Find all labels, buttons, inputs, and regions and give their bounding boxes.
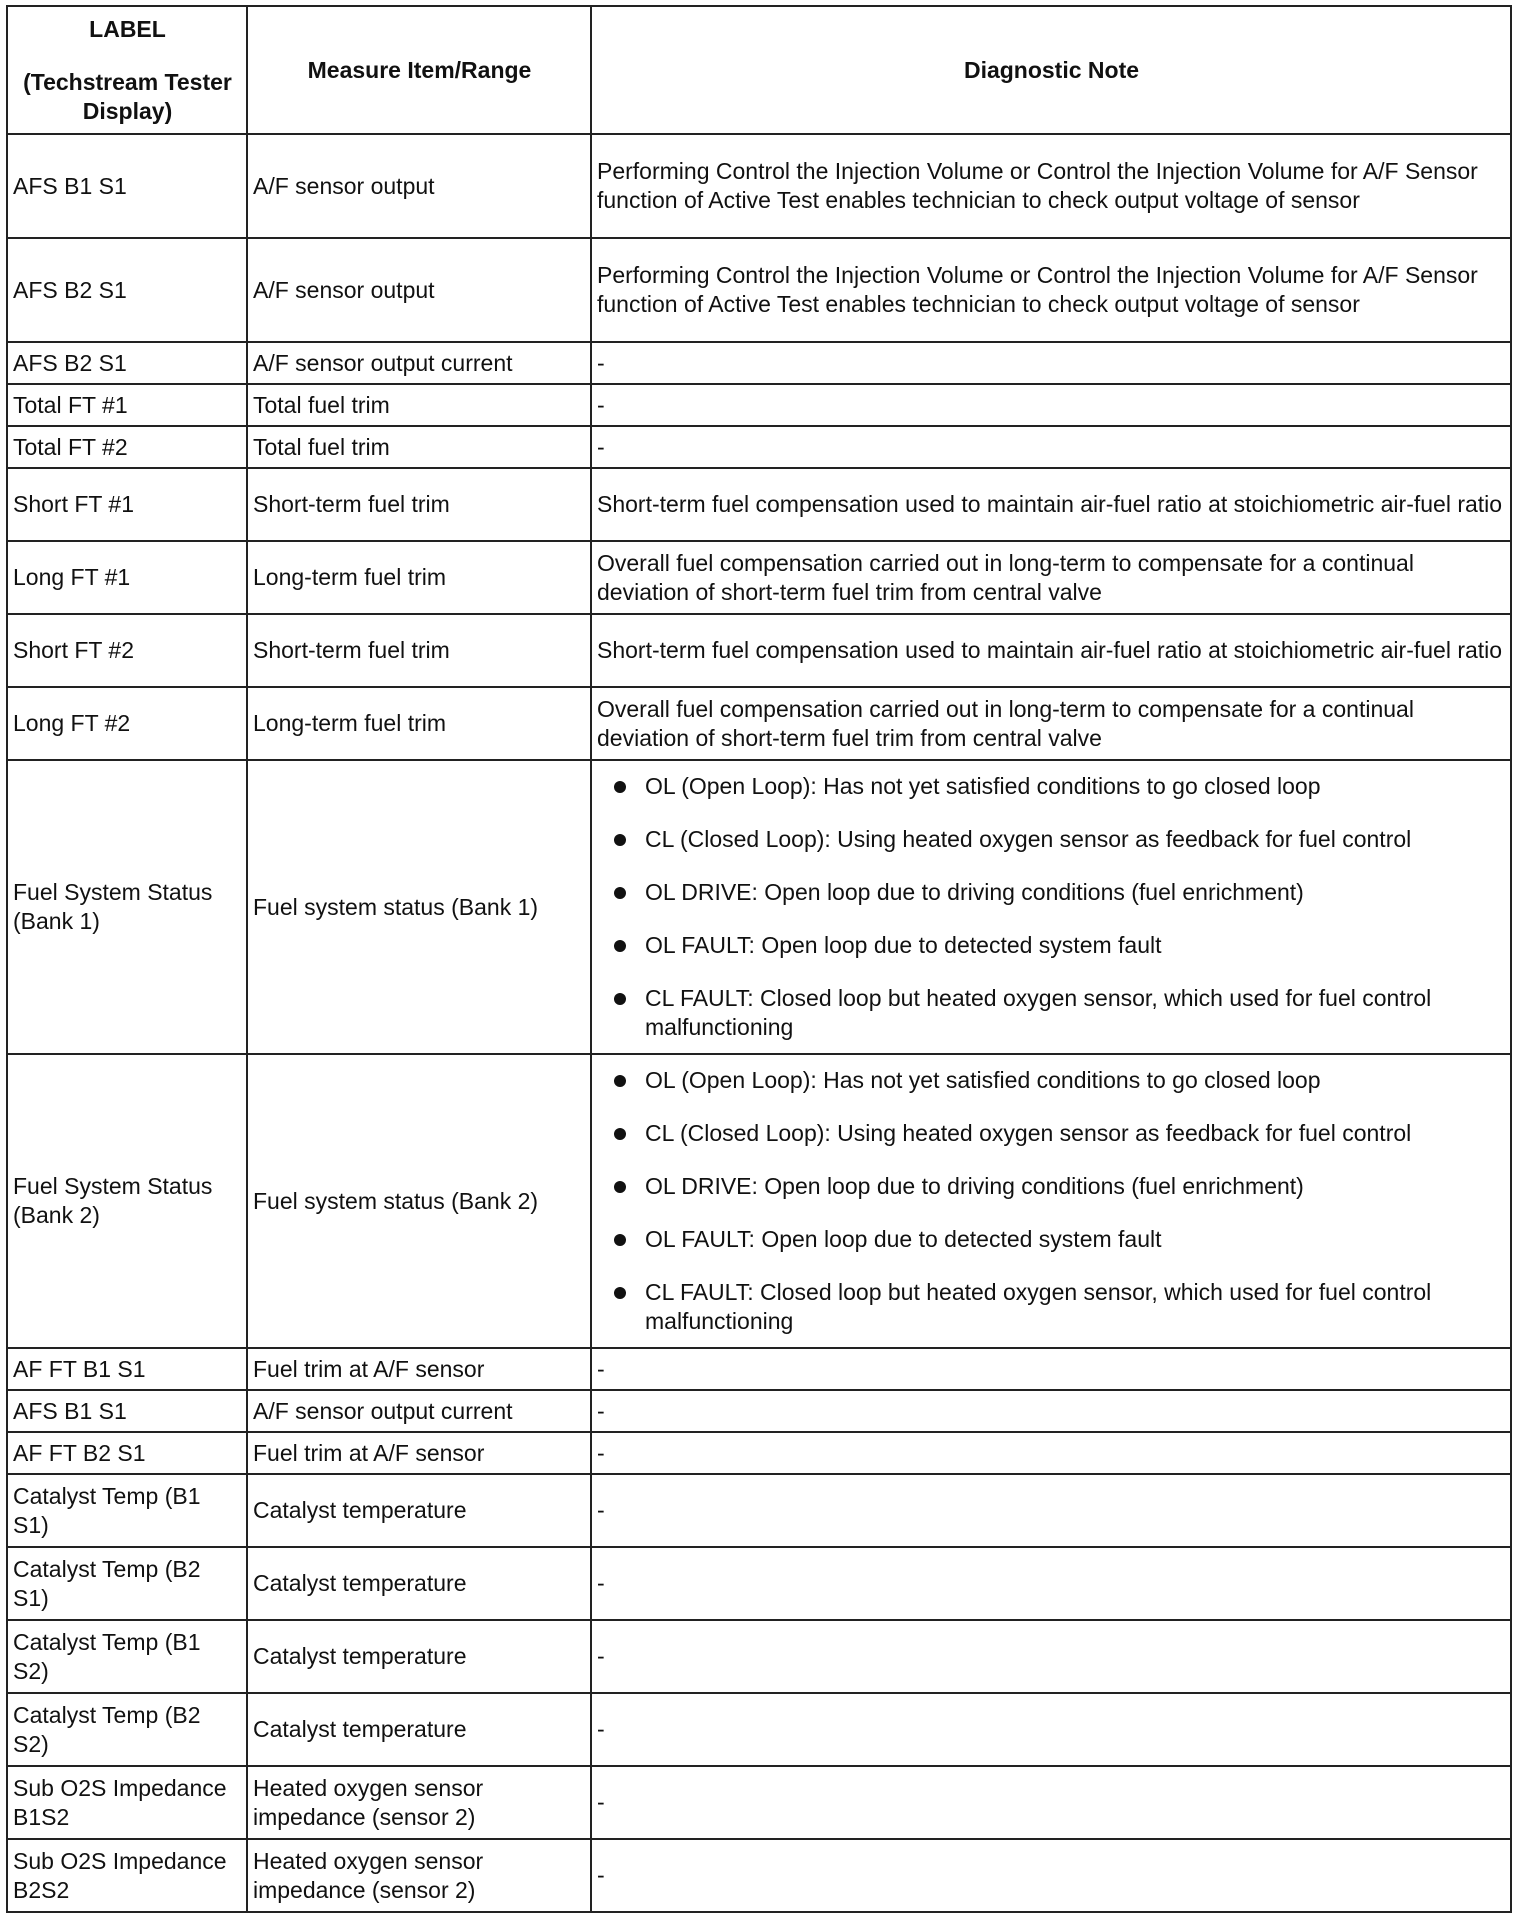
bullet-icon <box>614 887 626 899</box>
document-page <box>6 5 1512 1913</box>
table-row <box>7 1432 1511 1474</box>
measure-cell: Long-term fuel trim <box>247 541 591 614</box>
table-row <box>7 687 1511 760</box>
header-label <box>7 6 247 134</box>
header-label-top: LABEL <box>89 15 166 42</box>
measure-cell: A/F sensor output <box>247 134 591 238</box>
label-cell: AFS B1 S1 <box>7 134 247 238</box>
table-row <box>7 1620 1511 1693</box>
label-cell: Catalyst Temp (B1 S2) <box>7 1620 247 1693</box>
diagnostic-table <box>6 5 1512 1913</box>
measure-cell: Catalyst temperature <box>247 1620 591 1693</box>
label-cell: Long FT #1 <box>7 541 247 614</box>
bullet-icon <box>614 1181 626 1193</box>
bullet-icon <box>614 1234 626 1246</box>
note-cell: - <box>591 384 1511 426</box>
note-cell: - <box>591 1620 1511 1693</box>
status-bullet-item <box>597 878 1506 907</box>
note-cell: - <box>591 1693 1511 1766</box>
measure-cell: Long-term fuel trim <box>247 687 591 760</box>
note-cell: Overall fuel compensation carried out in long-term to compensate for a continual deviation of short-term fuel trim from central valve <box>591 687 1511 760</box>
table-row <box>7 614 1511 687</box>
label-cell: AF FT B2 S1 <box>7 1432 247 1474</box>
table-row <box>7 384 1511 426</box>
note-cell: Short-term fuel compensation used to maintain air-fuel ratio at stoichiometric air-fuel ratio <box>591 468 1511 541</box>
note-cell: - <box>591 1432 1511 1474</box>
label-cell: Catalyst Temp (B2 S2) <box>7 1693 247 1766</box>
note-cell: - <box>591 1348 1511 1390</box>
table-row-fuel-status-bank2 <box>7 1054 1511 1348</box>
bullet-text: OL FAULT: Open loop due to detected system fault <box>645 932 1162 958</box>
status-bullet-item <box>597 984 1506 1042</box>
measure-cell: A/F sensor output <box>247 238 591 342</box>
measure-cell: Total fuel trim <box>247 384 591 426</box>
label-cell: Total FT #2 <box>7 426 247 468</box>
table-row <box>7 238 1511 342</box>
bullet-icon <box>614 834 626 846</box>
label-cell: Long FT #2 <box>7 687 247 760</box>
status-bullet-item <box>597 1225 1506 1254</box>
table-row <box>7 1839 1511 1912</box>
header-note: Diagnostic Note <box>591 6 1511 134</box>
measure-cell: Short-term fuel trim <box>247 468 591 541</box>
table-row <box>7 1390 1511 1432</box>
note-cell: Performing Control the Injection Volume or Control the Injection Volume for A/F Sensor function of Active Test enables technician to check output voltage of sensor <box>591 134 1511 238</box>
bullet-text: CL FAULT: Closed loop but heated oxygen sensor, which used for fuel control malfunctioning <box>645 985 1432 1040</box>
header-measure: Measure Item/Range <box>247 6 591 134</box>
note-cell: Performing Control the Injection Volume or Control the Injection Volume for A/F Sensor function of Active Test enables technician to check output voltage of sensor <box>591 238 1511 342</box>
note-cell: - <box>591 1474 1511 1547</box>
note-cell: - <box>591 1547 1511 1620</box>
measure-cell: A/F sensor output current <box>247 342 591 384</box>
measure-cell: Fuel system status (Bank 1) <box>247 760 591 1054</box>
note-cell: Short-term fuel compensation used to maintain air-fuel ratio at stoichiometric air-fuel ratio <box>591 614 1511 687</box>
table-row <box>7 134 1511 238</box>
table-row <box>7 1348 1511 1390</box>
measure-cell: Fuel trim at A/F sensor <box>247 1432 591 1474</box>
label-cell: Short FT #2 <box>7 614 247 687</box>
measure-cell: Short-term fuel trim <box>247 614 591 687</box>
measure-cell: Heated oxygen sensor impedance (sensor 2) <box>247 1766 591 1839</box>
bullet-icon <box>614 940 626 952</box>
label-cell: Short FT #1 <box>7 468 247 541</box>
note-cell: Overall fuel compensation carried out in long-term to compensate for a continual deviation of short-term fuel trim from central valve <box>591 541 1511 614</box>
status-bullet-list <box>597 772 1506 1042</box>
bullet-text: CL (Closed Loop): Using heated oxygen sensor as feedback for fuel control <box>645 1120 1412 1146</box>
label-cell: AF FT B1 S1 <box>7 1348 247 1390</box>
measure-cell: Total fuel trim <box>247 426 591 468</box>
bullet-icon <box>614 1287 626 1299</box>
status-bullet-item <box>597 1172 1506 1201</box>
table-row <box>7 426 1511 468</box>
table-row <box>7 468 1511 541</box>
note-cell: - <box>591 1839 1511 1912</box>
label-cell: Catalyst Temp (B1 S1) <box>7 1474 247 1547</box>
label-cell: AFS B2 S1 <box>7 342 247 384</box>
label-cell: Total FT #1 <box>7 384 247 426</box>
label-cell: Catalyst Temp (B2 S1) <box>7 1547 247 1620</box>
status-bullet-item <box>597 1119 1506 1148</box>
label-cell: Sub O2S Impedance B2S2 <box>7 1839 247 1912</box>
note-cell: - <box>591 1766 1511 1839</box>
note-cell <box>591 760 1511 1054</box>
bullet-icon <box>614 781 626 793</box>
table-row <box>7 541 1511 614</box>
label-cell: AFS B2 S1 <box>7 238 247 342</box>
measure-cell: Catalyst temperature <box>247 1693 591 1766</box>
table-row <box>7 1693 1511 1766</box>
measure-cell: Heated oxygen sensor impedance (sensor 2) <box>247 1839 591 1912</box>
label-cell: Sub O2S Impedance B1S2 <box>7 1766 247 1839</box>
bullet-text: OL DRIVE: Open loop due to driving conditions (fuel enrichment) <box>645 879 1304 905</box>
table-row-fuel-status-bank1 <box>7 760 1511 1054</box>
table-row <box>7 342 1511 384</box>
header-label-bottom: (Techstream Tester Display) <box>23 68 232 124</box>
bullet-text: OL DRIVE: Open loop due to driving conditions (fuel enrichment) <box>645 1173 1304 1199</box>
status-bullet-item <box>597 931 1506 960</box>
status-bullet-list <box>597 1066 1506 1336</box>
bullet-text: OL (Open Loop): Has not yet satisfied conditions to go closed loop <box>645 1067 1321 1093</box>
bullet-icon <box>614 993 626 1005</box>
status-bullet-item <box>597 772 1506 801</box>
measure-cell: Catalyst temperature <box>247 1547 591 1620</box>
measure-cell: Fuel system status (Bank 2) <box>247 1054 591 1348</box>
bullet-text: CL FAULT: Closed loop but heated oxygen sensor, which used for fuel control malfunctioning <box>645 1279 1432 1334</box>
note-cell: - <box>591 1390 1511 1432</box>
measure-cell: Catalyst temperature <box>247 1474 591 1547</box>
table-row <box>7 1474 1511 1547</box>
table-row <box>7 1766 1511 1839</box>
note-cell: - <box>591 426 1511 468</box>
note-cell <box>591 1054 1511 1348</box>
label-cell: Fuel System Status (Bank 2) <box>7 1054 247 1348</box>
note-cell: - <box>591 342 1511 384</box>
status-bullet-item <box>597 825 1506 854</box>
table-row <box>7 1547 1511 1620</box>
bullet-text: CL (Closed Loop): Using heated oxygen sensor as feedback for fuel control <box>645 826 1412 852</box>
bullet-icon <box>614 1075 626 1087</box>
status-bullet-item <box>597 1278 1506 1336</box>
measure-cell: A/F sensor output current <box>247 1390 591 1432</box>
label-cell: Fuel System Status (Bank 1) <box>7 760 247 1054</box>
bullet-icon <box>614 1128 626 1140</box>
status-bullet-item <box>597 1066 1506 1095</box>
bullet-text: OL (Open Loop): Has not yet satisfied conditions to go closed loop <box>645 773 1321 799</box>
label-cell: AFS B1 S1 <box>7 1390 247 1432</box>
measure-cell: Fuel trim at A/F sensor <box>247 1348 591 1390</box>
bullet-text: OL FAULT: Open loop due to detected system fault <box>645 1226 1162 1252</box>
table-header-row <box>7 6 1511 134</box>
